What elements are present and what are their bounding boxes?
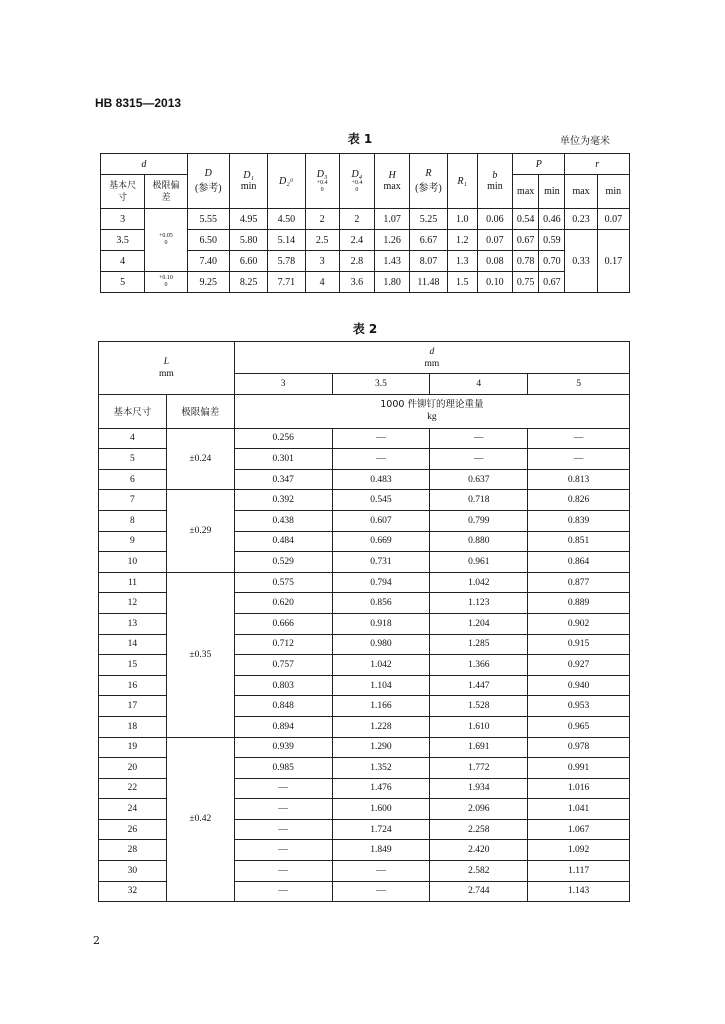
weight-value: 2.258 xyxy=(430,819,528,840)
length-value: 16 xyxy=(99,675,167,696)
P-header: P xyxy=(535,158,542,170)
standard-number: HB 8315—2013 xyxy=(95,96,182,110)
weight-value: 0.392 xyxy=(234,490,332,511)
weight-value: 0.620 xyxy=(234,593,332,614)
weight-value: 0.940 xyxy=(528,675,630,696)
weight-value: — xyxy=(528,449,630,470)
table1-row: 3 +0.05 0 5.55 4.95 4.50 2 2 1.07 5.25 1.0 0.06 0.54 0.46 0.23 0.07 xyxy=(101,209,630,230)
weight-value: — xyxy=(234,778,332,799)
r-max-header: max xyxy=(565,175,597,209)
weight-value: 1.204 xyxy=(430,613,528,634)
d-header: d xyxy=(141,158,147,170)
weight-value: 0.669 xyxy=(332,531,430,552)
table-row xyxy=(99,490,630,511)
D-header: D xyxy=(204,168,212,179)
weight-value: 1.285 xyxy=(430,634,528,655)
table1-row: 4 7.40 6.60 5.78 3 2.8 1.43 8.07 1.3 0.08 0.78 0.70 xyxy=(101,251,630,272)
length-value: 15 xyxy=(99,655,167,676)
weight-value: 0.856 xyxy=(332,593,430,614)
weight-value: 0.826 xyxy=(528,490,630,511)
length-value: 9 xyxy=(99,531,167,552)
weight-value: — xyxy=(332,861,430,882)
weight-value: 0.918 xyxy=(332,613,430,634)
weight-value: 1.691 xyxy=(430,737,528,758)
unit-note: 单位为毫米 xyxy=(560,136,610,147)
weight-value: — xyxy=(332,449,430,470)
weight-value: 1.067 xyxy=(528,819,630,840)
weight-value: 0.961 xyxy=(430,552,528,573)
length-value: 7 xyxy=(99,490,167,511)
tolerance-value: ±0.24 xyxy=(166,428,234,490)
length-value: 13 xyxy=(99,613,167,634)
weight-value: 0.712 xyxy=(234,634,332,655)
D1-header: D₁ xyxy=(243,170,254,181)
weight-value: 1.934 xyxy=(430,778,528,799)
weight-value: 0.851 xyxy=(528,531,630,552)
weight-value: 0.301 xyxy=(234,449,332,470)
table1-title: 表 1 xyxy=(347,132,373,146)
weight-value: 0.864 xyxy=(528,552,630,573)
weight-value: — xyxy=(332,881,430,902)
weight-value: — xyxy=(430,428,528,449)
length-value: 28 xyxy=(99,840,167,861)
limit-dev-header: 极限偏差 xyxy=(145,175,187,209)
weight-value: 1.849 xyxy=(332,840,430,861)
R-header: R xyxy=(425,168,432,179)
b-header: b xyxy=(492,170,498,181)
weight-value: 1.352 xyxy=(332,758,430,779)
weight-value: 1.123 xyxy=(430,593,528,614)
weight-value: 1.610 xyxy=(430,716,528,737)
table2 xyxy=(98,341,630,902)
length-value: 20 xyxy=(99,758,167,779)
weight-value: 1.166 xyxy=(332,696,430,717)
weight-value: 0.484 xyxy=(234,531,332,552)
d-value-5: 5 xyxy=(528,374,630,395)
weight-value: 1.042 xyxy=(332,655,430,676)
tol-005: +0.05 0 xyxy=(159,233,173,246)
weight-value: 1.228 xyxy=(332,716,430,737)
table-row xyxy=(99,428,630,449)
D4-header: D₄ xyxy=(351,168,363,180)
H-max: max xyxy=(383,181,401,192)
weight-value: — xyxy=(234,819,332,840)
R1-header: R₁ xyxy=(457,175,467,187)
limit-dev-header: 极限偏差 xyxy=(166,394,234,428)
length-value: 26 xyxy=(99,819,167,840)
table1-row: 5 +0.10 0 9.25 8.25 7.71 4 3.6 1.80 11.48 1.5 0.10 0.75 0.67 xyxy=(101,272,630,293)
r-min-header: min xyxy=(597,175,629,209)
P-max-header: max xyxy=(513,175,539,209)
weight-value: 1.724 xyxy=(332,819,430,840)
weight-value: 1.366 xyxy=(430,655,528,676)
table2-title: 表 2 xyxy=(352,322,378,336)
weight-value: 1.447 xyxy=(430,675,528,696)
table-row xyxy=(99,572,630,593)
weight-value: 0.347 xyxy=(234,469,332,490)
D1-min: min xyxy=(240,181,257,192)
weight-value: 1.772 xyxy=(430,758,528,779)
tolerance-value: ±0.29 xyxy=(166,490,234,572)
weight-value: 0.877 xyxy=(528,572,630,593)
weight-value: 0.483 xyxy=(332,469,430,490)
weight-value: 0.803 xyxy=(234,675,332,696)
length-value: 17 xyxy=(99,696,167,717)
length-value: 5 xyxy=(99,449,167,470)
weight-value: 0.813 xyxy=(528,469,630,490)
length-value: 10 xyxy=(99,552,167,573)
d-value-3-5: 3.5 xyxy=(332,374,430,395)
length-value: 22 xyxy=(99,778,167,799)
length-value: 19 xyxy=(99,737,167,758)
weight-value: 0.637 xyxy=(430,469,528,490)
weight-value: 0.794 xyxy=(332,572,430,593)
weight-label: 1000 件铆钉的理论重量 xyxy=(380,399,484,411)
weight-value: 0.902 xyxy=(528,613,630,634)
length-value: 30 xyxy=(99,861,167,882)
length-value: 24 xyxy=(99,799,167,820)
weight-value: 1.600 xyxy=(332,799,430,820)
d-label: d xyxy=(429,346,435,357)
weight-value: 2.582 xyxy=(430,861,528,882)
weight-value: 0.848 xyxy=(234,696,332,717)
weight-value: 0.839 xyxy=(528,510,630,531)
weight-value: 0.545 xyxy=(332,490,430,511)
weight-value: 1.143 xyxy=(528,881,630,902)
D3-header: D₃ xyxy=(316,168,328,180)
table2-body xyxy=(99,428,630,902)
weight-value: 0.718 xyxy=(430,490,528,511)
weight-value: — xyxy=(234,881,332,902)
d-value-3: 3 xyxy=(234,374,332,395)
weight-value: 0.575 xyxy=(234,572,332,593)
page-number: 2 xyxy=(93,934,100,947)
weight-value: 1.041 xyxy=(528,799,630,820)
weight-value: 0.927 xyxy=(528,655,630,676)
weight-value: 0.757 xyxy=(234,655,332,676)
weight-value: 1.290 xyxy=(332,737,430,758)
weight-value: 0.915 xyxy=(528,634,630,655)
weight-value: — xyxy=(234,861,332,882)
D2-header: D₂ᵃ xyxy=(279,175,294,187)
weight-value: 0.965 xyxy=(528,716,630,737)
weight-value: 0.731 xyxy=(332,552,430,573)
r-min-merged: 0.17 xyxy=(597,230,629,293)
length-value: 32 xyxy=(99,881,167,902)
d-value-4: 4 xyxy=(430,374,528,395)
weight-value: 1.104 xyxy=(332,675,430,696)
weight-value: 1.092 xyxy=(528,840,630,861)
weight-value: 0.529 xyxy=(234,552,332,573)
tolerance-value: ±0.42 xyxy=(166,737,234,902)
weight-value: 0.980 xyxy=(332,634,430,655)
weight-value: 0.880 xyxy=(430,531,528,552)
D-ref: (参考) xyxy=(194,183,222,194)
weight-value: 0.978 xyxy=(528,737,630,758)
weight-value: 2.096 xyxy=(430,799,528,820)
weight-value: 1.117 xyxy=(528,861,630,882)
r-header: r xyxy=(595,158,600,170)
length-value: 12 xyxy=(99,593,167,614)
weight-value: 1.016 xyxy=(528,778,630,799)
tol-010: +0.10 0 xyxy=(159,275,173,288)
length-value: 6 xyxy=(99,469,167,490)
weight-value: 0.985 xyxy=(234,758,332,779)
weight-value: 0.607 xyxy=(332,510,430,531)
R-ref: (参考) xyxy=(415,183,442,194)
weight-value: — xyxy=(234,799,332,820)
weight-value: 0.799 xyxy=(430,510,528,531)
weight-value: 0.991 xyxy=(528,758,630,779)
b-min: min xyxy=(487,181,503,192)
weight-value: 0.889 xyxy=(528,593,630,614)
length-value: 14 xyxy=(99,634,167,655)
r-max-merged: 0.33 xyxy=(565,230,597,293)
L-unit: mm xyxy=(158,368,174,379)
weight-value: 0.894 xyxy=(234,716,332,737)
weight-value: — xyxy=(234,840,332,861)
weight-value: 0.939 xyxy=(234,737,332,758)
length-value: 11 xyxy=(99,572,167,593)
table-row xyxy=(99,737,630,758)
weight-value: — xyxy=(430,449,528,470)
length-value: 8 xyxy=(99,510,167,531)
weight-value: 1.042 xyxy=(430,572,528,593)
weight-value: 2.420 xyxy=(430,840,528,861)
D4-tol: +0.4 0 xyxy=(351,179,363,193)
tolerance-value: ±0.35 xyxy=(166,572,234,737)
weight-unit: kg xyxy=(427,412,437,423)
length-value: 18 xyxy=(99,716,167,737)
D3-tol: +0.4 0 xyxy=(316,179,328,193)
length-value: 4 xyxy=(99,428,167,449)
weight-value: 0.666 xyxy=(234,613,332,634)
L-label: L xyxy=(163,356,170,367)
basic-size-header: 基本尺寸 xyxy=(101,175,145,209)
weight-value: 0.438 xyxy=(234,510,332,531)
P-min-header: min xyxy=(539,175,565,209)
basic-size-header: 基本尺寸 xyxy=(99,394,167,428)
weight-value: 1.528 xyxy=(430,696,528,717)
table1 xyxy=(100,153,630,293)
weight-value: 0.256 xyxy=(234,428,332,449)
weight-value: 1.476 xyxy=(332,778,430,799)
d-unit: mm xyxy=(424,358,440,369)
weight-value: 0.953 xyxy=(528,696,630,717)
H-header: H xyxy=(388,170,396,181)
weight-value: 2.744 xyxy=(430,881,528,902)
weight-value: — xyxy=(332,428,430,449)
table1-row: 3.5 6.50 5.80 5.14 2.5 2.4 1.26 6.67 1.2 0.07 0.67 0.59 0.33 0.17 xyxy=(101,230,630,251)
weight-value: — xyxy=(528,428,630,449)
